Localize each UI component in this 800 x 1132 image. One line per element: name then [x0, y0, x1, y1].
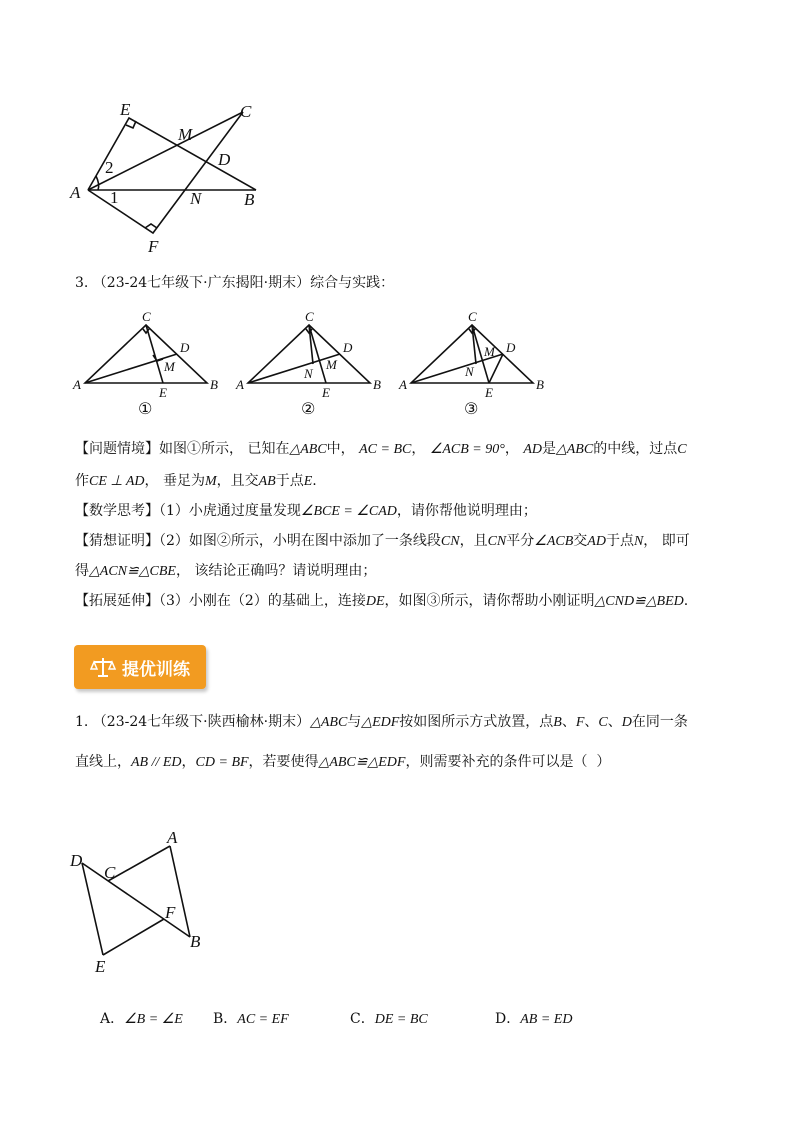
q3-line-3: 【数学思考】（1）小虎通过度量发现∠BCE = ∠CAD，请你帮他说明理由； [75, 503, 537, 519]
svg-text:M: M [484, 344, 495, 359]
caption-fig-3: ③ [464, 399, 479, 418]
svg-text:E: E [485, 385, 493, 400]
q3-line-6: 【拓展延伸】（3）小刚在（2）的基础上，连接DE，如图③所示，请你帮助小刚证明△CND≌△BED. [75, 593, 689, 609]
choice-b[interactable]: B．AC = EF [213, 1011, 289, 1027]
choice-a[interactable]: A．∠B = ∠E [100, 1011, 183, 1027]
label-F: F [148, 237, 159, 256]
fig-p1-line-c-a [108, 846, 170, 881]
label-E: E [95, 957, 106, 975]
svg-text:E: E [159, 385, 167, 400]
figure-p1 [65, 825, 215, 975]
label-N: N [190, 189, 202, 208]
scale-icon [90, 654, 116, 680]
label-2: 2 [105, 158, 114, 177]
svg-text:A: A [399, 377, 407, 392]
fig1-right-angle-f [145, 224, 157, 228]
label-A: A [70, 183, 81, 202]
svg-text:C: C [468, 309, 477, 324]
section-title: 提优训练 [122, 659, 190, 680]
label-C: C [104, 863, 116, 882]
q3-line-1: 【问题情境】如图①所示， 已知在△ABC中， AC = BC， ∠ACB = 90°， AD是△ABC的中线，过点C [75, 441, 687, 457]
choice-d[interactable]: D．AB = ED [495, 1011, 573, 1027]
svg-text:B: B [536, 377, 544, 392]
svg-text:B: B [210, 377, 218, 392]
caption-fig-1: ① [138, 399, 153, 418]
label-D: D [218, 150, 231, 169]
label-C: C [240, 102, 252, 121]
fig-p1-line-e-f [103, 919, 164, 955]
figure-q2 [65, 95, 295, 260]
label-A: A [167, 828, 178, 847]
fig1-angle-arc [96, 176, 99, 190]
label-B: B [244, 190, 255, 209]
label-D: D [70, 851, 83, 870]
choice-c[interactable]: C．DE = BC [350, 1011, 428, 1027]
label-B: B [190, 932, 201, 951]
section-badge [74, 645, 206, 689]
p1-line-2: 直线上，AB // ED，CD = BF，若要使得△ABC≌△EDF，则需要补充的条件可以是（ ） [75, 754, 611, 770]
figure-q3-3 [398, 309, 544, 400]
svg-text:A: A [73, 377, 81, 392]
svg-text:C: C [305, 309, 314, 324]
svg-text:D: D [180, 340, 190, 355]
p1-line-1: 1. （23-24七年级下·陕西榆林·期末）△ABC与△EDF按如图所示方式放置，点B、F、C、D在同一条 [75, 714, 688, 730]
fig-p1-line-a-b [170, 846, 190, 937]
label-M: M [178, 125, 193, 144]
label-1: 1 [110, 188, 119, 207]
caption-fig-2: ② [301, 399, 316, 418]
svg-text:M: M [164, 359, 175, 374]
figure-q3-2 [235, 309, 381, 400]
q3-line-4: 【猜想证明】（2）如图②所示，小明在图中添加了一条线段CN，且CN平分∠ACB交AD于点N， 即可 [75, 533, 690, 549]
fig-p1-line-d-e [82, 863, 103, 955]
svg-text:E: E [322, 385, 330, 400]
svg-text:B: B [373, 377, 381, 392]
svg-text:M: M [326, 357, 337, 372]
figure-q3-1 [72, 309, 218, 400]
fig-p1-line-d-c-f-b [82, 863, 190, 937]
label-E: E [120, 100, 131, 119]
q3-line-5: 得△ACN≌△CBE， 该结论正确吗？请说明理由； [75, 563, 377, 579]
label-F: F [165, 903, 176, 922]
svg-text:N: N [465, 364, 474, 379]
q3-line-2: 作CE ⊥ AD， 垂足为M，且交AB于点E. [75, 473, 317, 489]
q3-title: 3. （23-24七年级下·广东揭阳·期末）综合与实践： [75, 275, 395, 291]
svg-text:N: N [304, 366, 313, 381]
svg-text:C: C [142, 309, 151, 324]
svg-text:D: D [506, 340, 516, 355]
svg-text:D: D [343, 340, 353, 355]
svg-text:A: A [236, 377, 244, 392]
